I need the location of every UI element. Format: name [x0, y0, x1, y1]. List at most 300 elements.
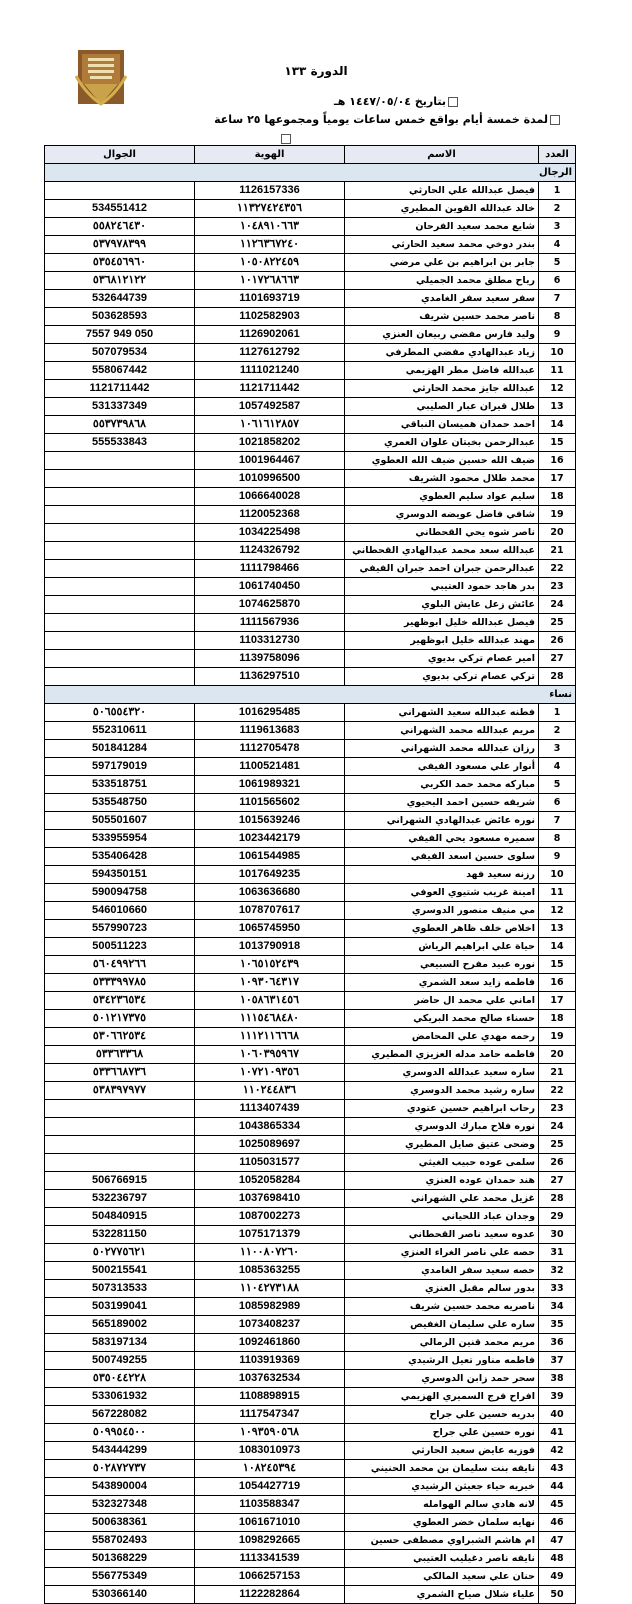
id-number: 1065745950	[195, 920, 345, 938]
person-name: رحاب ابراهيم حسين عتودي	[345, 1100, 539, 1118]
id-number: 1063636680	[195, 884, 345, 902]
mobile-number: ٥٠٢٧٧٥٦٢١	[45, 1244, 195, 1262]
mobile-number: 507313533	[45, 1280, 195, 1298]
person-name: بدور سالم مقبل العنزي	[345, 1280, 539, 1298]
row-number: 10	[539, 344, 576, 362]
row-number: 42	[539, 1442, 576, 1460]
mobile-number: 533518751	[45, 776, 195, 794]
person-name: سلوى حسين اسعد الفيفي	[345, 848, 539, 866]
mobile-number: 500749255	[45, 1352, 195, 1370]
row-number: 16	[539, 452, 576, 470]
row-number: 15	[539, 434, 576, 452]
id-number: 1101693719	[195, 290, 345, 308]
row-number: 45	[539, 1496, 576, 1514]
table-row	[45, 1154, 576, 1172]
table-row	[45, 704, 576, 722]
table-row	[45, 326, 576, 344]
table-row	[45, 452, 576, 470]
table-row	[45, 1550, 576, 1568]
table-row	[45, 1190, 576, 1208]
mobile-number: 532281150	[45, 1226, 195, 1244]
mobile-number: ٥٠١٢١٧٣٧٥	[45, 1010, 195, 1028]
person-name: هند حمدان عوده العنزي	[345, 1172, 539, 1190]
person-name: محمد طلال محمود الشريف	[345, 470, 539, 488]
row-number: 11	[539, 362, 576, 380]
id-number: 1010996500	[195, 470, 345, 488]
id-number: 1061740450	[195, 578, 345, 596]
person-name: فيصل عبدالله علي الحارثي	[345, 182, 539, 200]
table-row	[45, 992, 576, 1010]
row-number: 43	[539, 1460, 576, 1478]
row-number: 14	[539, 416, 576, 434]
id-number: 1098292665	[195, 1532, 345, 1550]
mobile-number: 557990723	[45, 920, 195, 938]
row-number: 18	[539, 488, 576, 506]
person-name: فطنه عبدالله سعيد الشهراني	[345, 704, 539, 722]
person-name: ناصريه محمد حسين شريف	[345, 1298, 539, 1316]
mobile-number: ٥٣٧٩٧٨٣٩٩	[45, 236, 195, 254]
table-row	[45, 722, 576, 740]
person-name: شايع محمد سعيد الفرحان	[345, 218, 539, 236]
mobile-number: 597179019	[45, 758, 195, 776]
id-number: 1073408237	[195, 1316, 345, 1334]
person-name: غزيل محمد علي الشهراني	[345, 1190, 539, 1208]
id-number: 1066640028	[195, 488, 345, 506]
row-number: 49	[539, 1568, 576, 1586]
id-number: 1037632534	[195, 1370, 345, 1388]
mobile-number: ٥٣٣٣٩٩٧٨٥	[45, 974, 195, 992]
person-name: بدر هاجد حمود العتيبي	[345, 578, 539, 596]
table-row	[45, 1406, 576, 1424]
column-header-mobile: الجوال	[45, 146, 195, 164]
row-number: 22	[539, 560, 576, 578]
table-row	[45, 1010, 576, 1028]
row-number: 6	[539, 272, 576, 290]
mobile-number: 1121711442	[45, 380, 195, 398]
person-name: مباركه محمد حمد الكربي	[345, 776, 539, 794]
table-row	[45, 1244, 576, 1262]
person-name: امينة غريب شتيوي العوفي	[345, 884, 539, 902]
id-number: ١٠٤٨٩١٠٦٦٣	[195, 218, 345, 236]
mobile-number: 583197134	[45, 1334, 195, 1352]
date-line	[170, 95, 460, 108]
section-row	[45, 164, 576, 182]
id-number: 1103588347	[195, 1496, 345, 1514]
row-number: 23	[539, 1100, 576, 1118]
mobile-number: ٥٣٤٢٣٦٥٣٤	[45, 992, 195, 1010]
person-name: رزان عبدالله محمد الشهراني	[345, 740, 539, 758]
attendees-table	[44, 145, 576, 1604]
mobile-number	[45, 596, 195, 614]
row-number: 28	[539, 668, 576, 686]
person-name: سلمى عوده حبيب الغيثي	[345, 1154, 539, 1172]
row-number: 26	[539, 1154, 576, 1172]
row-number: 16	[539, 974, 576, 992]
table-row	[45, 218, 576, 236]
row-number: 41	[539, 1424, 576, 1442]
table-header-row	[45, 146, 576, 164]
person-name: مي منيف منصور الدوسري	[345, 902, 539, 920]
id-number: ١١٠٤٢٧٣١٨٨	[195, 1280, 345, 1298]
row-number: 8	[539, 830, 576, 848]
row-number: 28	[539, 1190, 576, 1208]
row-number: 36	[539, 1334, 576, 1352]
row-number: 26	[539, 632, 576, 650]
row-number: 46	[539, 1514, 576, 1532]
person-name: بدريه حسين علي جراح	[345, 1406, 539, 1424]
mobile-number: 505501607	[45, 812, 195, 830]
table-row	[45, 524, 576, 542]
id-number: ١٠٨٢٤٥٣٩٤	[195, 1460, 345, 1478]
table-row	[45, 1424, 576, 1442]
person-name: نايفه ناصر دغيليب العتيبي	[345, 1550, 539, 1568]
mobile-number: 501368229	[45, 1550, 195, 1568]
table-row	[45, 1352, 576, 1370]
mobile-number: 558067442	[45, 362, 195, 380]
person-name: سحر حمد زابن الدوسري	[345, 1370, 539, 1388]
row-number: 6	[539, 794, 576, 812]
person-name: عدوه سعيد ناصر القحطاني	[345, 1226, 539, 1244]
person-name: امير عصام تركي بديوي	[345, 650, 539, 668]
id-number: 1061544985	[195, 848, 345, 866]
row-number: 23	[539, 578, 576, 596]
mobile-number	[45, 506, 195, 524]
table-row	[45, 1334, 576, 1352]
mobile-number: 552310611	[45, 722, 195, 740]
id-number: 1136297510	[195, 668, 345, 686]
person-name: اماني علي محمد ال حاضر	[345, 992, 539, 1010]
person-name: شافي فاضل عويضه الدوسري	[345, 506, 539, 524]
id-number: 1013790918	[195, 938, 345, 956]
id-number: 1017649235	[195, 866, 345, 884]
id-number: ١١١٥٤٦٨٤٨٠	[195, 1010, 345, 1028]
mobile-number: 558702493	[45, 1532, 195, 1550]
table-row	[45, 758, 576, 776]
person-name: شريفه حسين احمد اليحيوي	[345, 794, 539, 812]
id-number: ١٠٥٨٦٣١٤٥٦	[195, 992, 345, 1010]
id-number: 1052058284	[195, 1172, 345, 1190]
id-number: 1061989321	[195, 776, 345, 794]
row-number: 7	[539, 290, 576, 308]
mobile-number	[45, 470, 195, 488]
mobile-number	[45, 650, 195, 668]
id-number: 1121711442	[195, 380, 345, 398]
person-name: احمد حمدان هميسان النباقي	[345, 416, 539, 434]
person-name: حنان علي سعيد المالكي	[345, 1568, 539, 1586]
mobile-number: 590094758	[45, 884, 195, 902]
course-title: الدورة ١٣٣	[284, 64, 348, 78]
table-row	[45, 614, 576, 632]
id-number: 1057492587	[195, 398, 345, 416]
row-number: 17	[539, 470, 576, 488]
person-name: رياح مطلق محمد الجميلي	[345, 272, 539, 290]
table-row	[45, 1532, 576, 1550]
row-number: 4	[539, 236, 576, 254]
person-name: مريم عبدالله محمد الشهراني	[345, 722, 539, 740]
table-row	[45, 506, 576, 524]
table-row	[45, 884, 576, 902]
row-number: 5	[539, 254, 576, 272]
row-number: 29	[539, 1208, 576, 1226]
table-row	[45, 578, 576, 596]
mobile-number: 504840915	[45, 1208, 195, 1226]
id-number: ١١٣٢٧٤٢٤٣٥٦	[195, 200, 345, 218]
mobile-number: 503628593	[45, 308, 195, 326]
table-row	[45, 1028, 576, 1046]
row-number: 37	[539, 1352, 576, 1370]
mobile-number: 506766915	[45, 1172, 195, 1190]
person-name: تركي عصام تركي بديوي	[345, 668, 539, 686]
person-name: فاطمه زايد سعد الشمري	[345, 974, 539, 992]
table-row	[45, 470, 576, 488]
id-number: ١١٢٦٣٦٧٢٤٠	[195, 236, 345, 254]
table-row	[45, 272, 576, 290]
id-number: 1025089697	[195, 1136, 345, 1154]
id-number: ١٠٦٥١٥٢٤٣٩	[195, 956, 345, 974]
person-name: نوره عائض عبدالهادي الشهراني	[345, 812, 539, 830]
mobile-number: ٥٣٣٦٦٨٧٣٦	[45, 1064, 195, 1082]
mobile-number: 531337349	[45, 398, 195, 416]
table-row	[45, 254, 576, 272]
id-number: 1083010973	[195, 1442, 345, 1460]
row-number: 3	[539, 740, 576, 758]
mobile-number: 500511223	[45, 938, 195, 956]
column-header-num: العدد	[539, 146, 576, 164]
person-name: ساره رشيد محمد الدوسري	[345, 1082, 539, 1100]
mobile-number	[45, 632, 195, 650]
table-row	[45, 1298, 576, 1316]
person-name: حصه سعيد سفر الغامدي	[345, 1262, 539, 1280]
id-number: 1001964467	[195, 452, 345, 470]
table-row	[45, 1046, 576, 1064]
id-number: ١٠٩٣٠٦٤٣١٧	[195, 974, 345, 992]
mobile-number: ٥٠٢٨٧٢٧٣٧	[45, 1460, 195, 1478]
id-number: ١٠٦١٦١٢٨٥٧	[195, 416, 345, 434]
person-name: أنوار علي مسعود الفيفي	[345, 758, 539, 776]
table-row	[45, 938, 576, 956]
mobile-number	[45, 1100, 195, 1118]
mobile-number: 500638361	[45, 1514, 195, 1532]
person-name: عبدالله جايز محمد الحارثي	[345, 380, 539, 398]
person-name: نوره حسين علي جراح	[345, 1424, 539, 1442]
person-name: سميره مسعود يحي الفيفي	[345, 830, 539, 848]
id-number: 1105031577	[195, 1154, 345, 1172]
person-name: حياة علي ابراهيم الرياش	[345, 938, 539, 956]
mobile-number	[45, 1154, 195, 1172]
table-row	[45, 182, 576, 200]
person-name: ساره سعيد عبدالله الدوسري	[345, 1064, 539, 1082]
person-name: وضحى عتيق صايل المطيري	[345, 1136, 539, 1154]
row-number: 31	[539, 1244, 576, 1262]
id-number: ١١٠٢٤٤٨٣٦	[195, 1082, 345, 1100]
person-name: اخلاص خلف ظاهر العطوي	[345, 920, 539, 938]
person-name: نوره عبيد مفرح السبيعي	[345, 956, 539, 974]
checkbox-icon	[550, 115, 560, 125]
table-row	[45, 380, 576, 398]
mobile-number: 533061932	[45, 1388, 195, 1406]
row-number: 13	[539, 398, 576, 416]
table-row	[45, 1226, 576, 1244]
person-name: ساره علي سليمان الغفيص	[345, 1316, 539, 1334]
id-number: 1037698410	[195, 1190, 345, 1208]
person-name: ام هاشم الشبراوي مصطفى حسين	[345, 1532, 539, 1550]
mobile-number: 530366140	[45, 1586, 195, 1604]
table-row	[45, 920, 576, 938]
mobile-number	[45, 578, 195, 596]
person-name: عائش زعل عايش البلوي	[345, 596, 539, 614]
row-number: 44	[539, 1478, 576, 1496]
row-number: 27	[539, 650, 576, 668]
person-name: مهند عبدالله خليل ابوظهير	[345, 632, 539, 650]
person-name: عبدالرحمن بخيتان علوان العمري	[345, 434, 539, 452]
row-number: 25	[539, 614, 576, 632]
person-name: عبدالله فاضل مطر الهزيمي	[345, 362, 539, 380]
mobile-number: 507079534	[45, 344, 195, 362]
id-number: 1119613683	[195, 722, 345, 740]
mobile-number	[45, 488, 195, 506]
person-name: فيصل عبدالله خليل ابوظهير	[345, 614, 539, 632]
row-number: 32	[539, 1262, 576, 1280]
row-number: 38	[539, 1370, 576, 1388]
table-row	[45, 1136, 576, 1154]
row-number: 5	[539, 776, 576, 794]
id-number: 1015639246	[195, 812, 345, 830]
person-name: ناصر محمد حسين شريف	[345, 308, 539, 326]
table-row	[45, 434, 576, 452]
row-number: 24	[539, 1118, 576, 1136]
id-number: 1101565602	[195, 794, 345, 812]
mobile-number: ٥٣٥٤٥٦٩٦٠	[45, 254, 195, 272]
row-number: 1	[539, 182, 576, 200]
person-name: جابر بن ابراهيم بن علي مرضي	[345, 254, 539, 272]
person-name: سليم عواد سليم العطوي	[345, 488, 539, 506]
section-title: نساء	[45, 686, 576, 704]
id-number: 1108898915	[195, 1388, 345, 1406]
person-name: زياد عبدالهادي مفضي المطرفي	[345, 344, 539, 362]
table-row	[45, 956, 576, 974]
row-number: 1	[539, 704, 576, 722]
table-row	[45, 1460, 576, 1478]
id-number: 1113407439	[195, 1100, 345, 1118]
id-number: 1127612792	[195, 344, 345, 362]
row-number: 18	[539, 1010, 576, 1028]
id-number: 1054427719	[195, 1478, 345, 1496]
person-name: فاطمه حامد مدله العزيزي المطيري	[345, 1046, 539, 1064]
person-name: طلال قيران عبار الصليبي	[345, 398, 539, 416]
row-number: 47	[539, 1532, 576, 1550]
row-number: 13	[539, 920, 576, 938]
table-row	[45, 290, 576, 308]
date-text: بتاريخ ١٤٤٧/٠٥/٠٤ هـ	[334, 95, 446, 108]
table-row	[45, 812, 576, 830]
mobile-number: ٥٣٨٣٩٧٩٧٧	[45, 1082, 195, 1100]
table-row	[45, 632, 576, 650]
id-number: 1043865334	[195, 1118, 345, 1136]
row-number: 8	[539, 308, 576, 326]
column-header-name: الاسم	[345, 146, 539, 164]
mobile-number: 543444299	[45, 1442, 195, 1460]
mobile-number: 532644739	[45, 290, 195, 308]
duration-line	[130, 113, 562, 126]
table-row	[45, 1478, 576, 1496]
mobile-number	[45, 182, 195, 200]
person-name: ناصر شوه يحي القحطاني	[345, 524, 539, 542]
id-number: 1066257153	[195, 1568, 345, 1586]
mobile-number: 567228082	[45, 1406, 195, 1424]
person-name: عبدالله سعد محمد عبدالهادي القحطاني	[345, 542, 539, 560]
table-row	[45, 740, 576, 758]
row-number: 10	[539, 866, 576, 884]
table-row	[45, 1262, 576, 1280]
mobile-number	[45, 1118, 195, 1136]
mobile-number: ٥٦٠٤٩٩٢٦٦	[45, 956, 195, 974]
person-name: رزنه سعيد فهد	[345, 866, 539, 884]
table-row	[45, 1496, 576, 1514]
person-name: وجدان عباد اللحياني	[345, 1208, 539, 1226]
table-row	[45, 902, 576, 920]
section-title: الرجال	[45, 164, 576, 182]
row-number: 33	[539, 1280, 576, 1298]
id-number: 1120052368	[195, 506, 345, 524]
row-number: 2	[539, 200, 576, 218]
mobile-number: 501841284	[45, 740, 195, 758]
table-row	[45, 1586, 576, 1604]
table-row	[45, 1100, 576, 1118]
row-number: 20	[539, 1046, 576, 1064]
mobile-number	[45, 452, 195, 470]
mobile-number	[45, 614, 195, 632]
table-row	[45, 650, 576, 668]
table-row	[45, 362, 576, 380]
person-name: ضيف الله حسين ضيف الله العطوي	[345, 452, 539, 470]
mobile-number: ٥٠٦٥٥٤٣٢٠	[45, 704, 195, 722]
table-row	[45, 200, 576, 218]
row-number: 15	[539, 956, 576, 974]
table-row	[45, 1082, 576, 1100]
duration-text: لمدة خمسة أيام بواقع خمس ساعات يومياً ومجموعها ٢٥ ساعة	[214, 113, 548, 126]
mobile-number: 555533843	[45, 434, 195, 452]
row-number: 9	[539, 848, 576, 866]
id-number: 1085982989	[195, 1298, 345, 1316]
id-number: 1074625870	[195, 596, 345, 614]
row-number: 27	[539, 1172, 576, 1190]
person-name: فاطمه مناور تعيل الرشيدي	[345, 1352, 539, 1370]
mobile-number: ٥٣٥٠٤٤٢٢٨	[45, 1370, 195, 1388]
table-row	[45, 776, 576, 794]
table-row	[45, 398, 576, 416]
id-number: 1112705478	[195, 740, 345, 758]
row-number: 25	[539, 1136, 576, 1154]
id-number: ١٠١٧٢٦٨٦٦٣	[195, 272, 345, 290]
row-number: 9	[539, 326, 576, 344]
id-number: ١٠٥٠٨٢٢٤٥٩	[195, 254, 345, 272]
row-number: 19	[539, 506, 576, 524]
row-number: 17	[539, 992, 576, 1010]
id-number: 1102582903	[195, 308, 345, 326]
table-row	[45, 488, 576, 506]
table-row	[45, 830, 576, 848]
mobile-number: ٥٠٩٩٥٤٥٠٠	[45, 1424, 195, 1442]
id-number: ١١١٢١١٦٦٦٨	[195, 1028, 345, 1046]
row-number: 39	[539, 1388, 576, 1406]
id-number: 1113341539	[195, 1550, 345, 1568]
person-name: بندر دوخي محمد سعيد الحارثي	[345, 236, 539, 254]
row-number: 3	[539, 218, 576, 236]
table-row	[45, 866, 576, 884]
id-number: 1092461860	[195, 1334, 345, 1352]
id-number: 1124326792	[195, 542, 345, 560]
row-number: 2	[539, 722, 576, 740]
